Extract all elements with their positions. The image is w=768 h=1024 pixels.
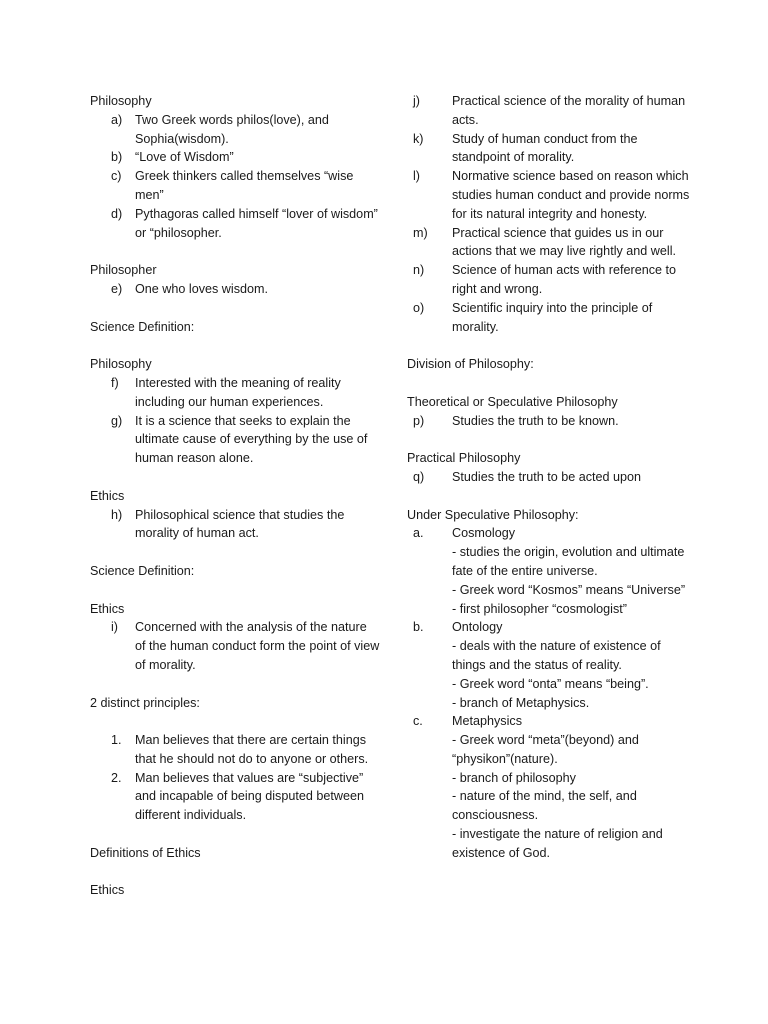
list-item: [90, 506, 380, 544]
list-item: [90, 205, 380, 243]
section-heading: Philosophy: [90, 94, 152, 108]
list-item-text: One who loves wisdom.: [135, 281, 268, 296]
list-item: [407, 412, 697, 431]
list-item-text: Pythagoras called himself “lover of wisdom” or “philosopher.: [135, 206, 378, 240]
list-item: [407, 167, 697, 223]
left-column: [90, 92, 380, 900]
list-marker: a): [111, 112, 123, 127]
list-marker: f): [111, 375, 119, 390]
list-marker-text: m): [413, 225, 428, 240]
list-item: [90, 167, 380, 205]
section-heading: Philosopher: [90, 263, 157, 278]
list-item-text: Metaphysics: [452, 714, 522, 729]
list-marker: [407, 412, 452, 431]
list-marker-text: l): [413, 169, 420, 184]
section-heading: Science Definition:: [90, 563, 195, 578]
list-item: [90, 731, 380, 769]
blank-line: [407, 487, 697, 506]
list-marker: b): [111, 150, 123, 165]
sub-item: - branch of Metaphysics.: [452, 695, 590, 710]
list-item: [407, 92, 697, 130]
list-marker: [407, 92, 452, 111]
sub-item: - studies the origin, evolution and ultimate fate of the entire universe.: [452, 545, 685, 578]
list-item: [407, 468, 697, 487]
list-item: [407, 261, 697, 299]
list-item: [407, 712, 697, 731]
list-item: [90, 280, 380, 299]
list-marker: [407, 130, 452, 149]
list-marker-text: n): [413, 263, 425, 278]
list-marker-text: j): [413, 94, 420, 108]
list-item-text: Practical science of the morality of human acts.: [452, 94, 686, 127]
blank-line: [90, 543, 380, 562]
sub-item: - nature of the mind, the self, and consciousness.: [452, 789, 637, 823]
blank-line: [407, 430, 697, 449]
section-heading: Ethics: [90, 488, 125, 503]
section-heading: Ethics: [90, 601, 125, 616]
list-item-text: Man believes that there are certain things that he should not do to anyone or others.: [135, 733, 369, 766]
right-column: [407, 92, 697, 863]
list-marker: [407, 167, 452, 186]
sub-item: - Greek word “Kosmos” means “Universe”: [452, 582, 686, 597]
section-heading: Theoretical or Speculative Philosophy: [407, 394, 618, 409]
list-marker-text: a.: [413, 526, 424, 541]
section-heading: Under Speculative Philosophy:: [407, 507, 579, 522]
list-item-text: Ontology: [452, 620, 503, 635]
section-heading: 2 distinct principles:: [90, 695, 200, 710]
list-item: [407, 618, 697, 637]
section-heading: Definitions of Ethics: [90, 845, 201, 860]
list-marker-text: c.: [413, 714, 423, 729]
list-marker: [407, 524, 452, 543]
list-item-text: Science of human acts with reference to right and wrong.: [452, 263, 677, 296]
sub-item: - investigate the nature of religion and existence of God.: [452, 827, 663, 860]
list-item-text: Studies the truth to be known.: [452, 413, 619, 428]
list-item-text: “Love of Wisdom”: [135, 150, 234, 165]
list-item: [90, 618, 380, 674]
sub-item: - branch of philosophy: [452, 770, 576, 785]
list-marker: i): [111, 620, 118, 635]
blank-line: [90, 712, 380, 731]
section-heading: Ethics: [90, 883, 125, 898]
list-item-text: Greek thinkers called themselves “wise men”: [135, 169, 354, 202]
list-item: [90, 374, 380, 412]
list-marker: [407, 468, 452, 487]
list-marker-text: o): [413, 300, 425, 315]
list-item: [407, 299, 697, 337]
blank-line: [90, 581, 380, 600]
list-item: [407, 524, 697, 543]
blank-line: [90, 468, 380, 487]
list-item: [90, 412, 380, 468]
list-marker: [407, 261, 452, 280]
list-item-text: Man believes that values are “subjective” and incapable of being disputed between different individuals.: [135, 770, 364, 823]
list-marker: g): [111, 413, 123, 428]
section-heading: Philosophy: [90, 357, 152, 372]
list-item: [90, 148, 380, 167]
blank-line: [90, 675, 380, 694]
list-marker: 1.: [111, 733, 122, 748]
list-item: [90, 111, 380, 149]
list-item-text: Cosmology: [452, 526, 515, 541]
blank-line: [90, 299, 380, 318]
list-item-text: Interested with the meaning of reality including our human experiences.: [135, 375, 341, 409]
list-item-text: Normative science based on reason which studies human conduct and provide norms for its natural integrity and honesty.: [452, 169, 690, 221]
blank-line: [90, 242, 380, 261]
list-item-text: Studies the truth to be acted upon: [452, 469, 642, 484]
list-item-text: Practical science that guides us in our actions that we may live rightly and well.: [452, 225, 676, 259]
list-marker-text: b.: [413, 620, 424, 635]
sub-item: - deals with the nature of existence of things and the status of reality.: [452, 639, 661, 672]
list-marker: d): [111, 206, 123, 221]
list-item-text: Concerned with the analysis of the nature of the human conduct form the point of view of morality.: [135, 620, 380, 672]
list-marker: [407, 224, 452, 243]
list-marker: [407, 618, 452, 637]
list-marker-text: q): [413, 469, 425, 484]
blank-line: [90, 863, 380, 882]
list-item: [407, 130, 697, 168]
list-marker: c): [111, 169, 122, 184]
sub-item: - Greek word “onta” means “being”.: [452, 676, 649, 691]
list-marker: [407, 299, 452, 318]
list-item-text: Philosophical science that studies the morality of human act.: [135, 507, 345, 541]
list-item-text: It is a science that seeks to explain the ultimate cause of everything by the use of human reason alone.: [135, 413, 368, 466]
list-marker: 2.: [111, 770, 122, 785]
section-heading: Science Definition:: [90, 319, 195, 334]
section-heading: Division of Philosophy:: [407, 357, 534, 372]
section-heading: Practical Philosophy: [407, 451, 521, 466]
sub-item: - first philosopher “cosmologist”: [452, 601, 627, 616]
list-item-text: Study of human conduct from the standpoint of morality.: [452, 131, 638, 165]
list-marker: h): [111, 507, 123, 522]
list-item: [90, 769, 380, 825]
list-item: [407, 224, 697, 262]
sub-item: - Greek word “meta”(beyond) and “physikon”(nature).: [452, 733, 639, 766]
list-marker: e): [111, 281, 123, 296]
blank-line: [407, 374, 697, 393]
list-item-text: Two Greek words philos(love), and Sophia(wisdom).: [135, 112, 329, 146]
list-marker-text: p): [413, 413, 425, 428]
list-item-text: Scientific inquiry into the principle of morality.: [452, 300, 653, 334]
blank-line: [90, 336, 380, 355]
blank-line: [90, 825, 380, 844]
blank-line: [407, 336, 697, 355]
list-marker-text: k): [413, 131, 424, 146]
list-marker: [407, 712, 452, 731]
